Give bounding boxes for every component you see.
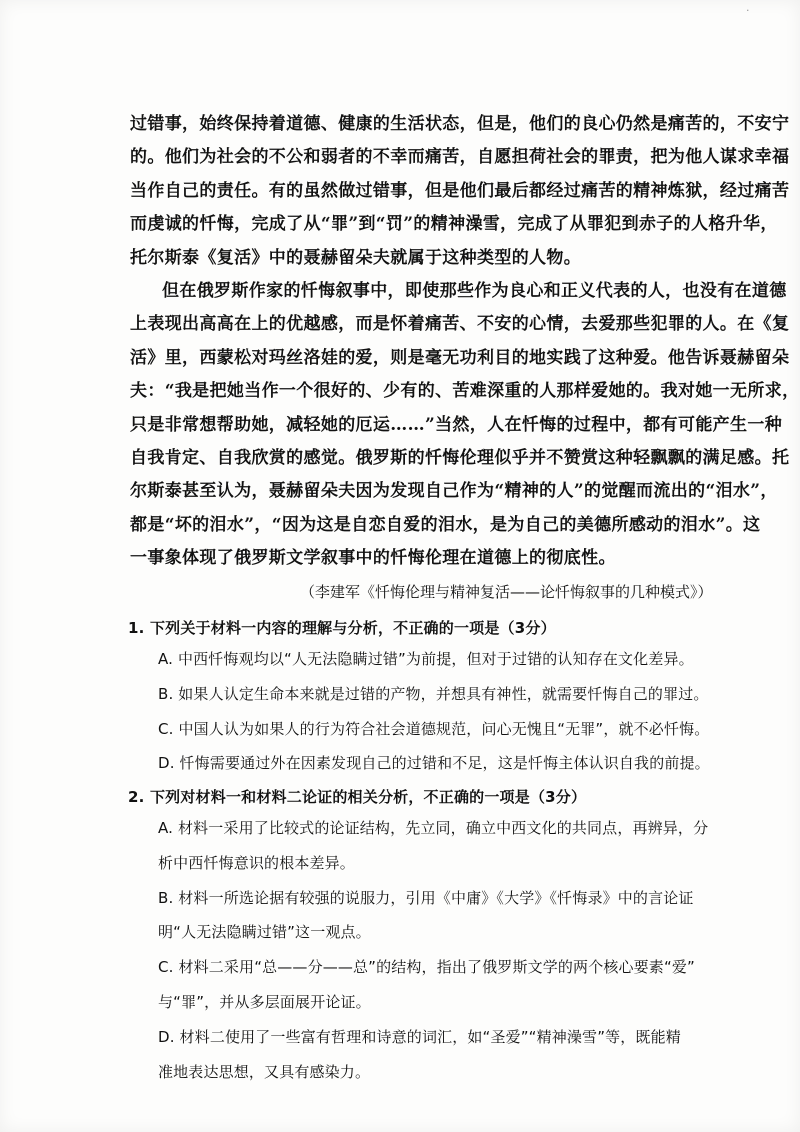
option-d: D. 忏悔需要通过外在因素发现自己的过错和不足，这是忏悔主体认识自我的前提。 <box>158 754 710 773</box>
passage-line: 托尔斯泰《复活》中的聂赫留朵夫就属于这种类型的人物。 <box>130 247 582 268</box>
question-2 <box>128 783 728 1089</box>
option-c-continued: 与“罪”，并从多层面展开论证。 <box>158 992 371 1011</box>
passage-line: 一事象体现了俄罗斯文学叙事中的忏悔伦理在道德上的彻底性。 <box>130 548 616 569</box>
passage-paragraph-2 <box>130 275 800 576</box>
option-d-continued: 准地表达思想，又具有感染力。 <box>158 1062 371 1081</box>
passage-line: 但在俄罗斯作家的忏悔叙事中，即使那些作为良心和正义代表的人，也没有在道德 <box>162 281 787 301</box>
option-b: B. 材料一所选论据有较强的说服力，引用《中庸》《大学》《忏悔录》中的言论证 <box>158 888 694 907</box>
question-1 <box>128 614 728 781</box>
passage-paragraph-1 <box>130 108 790 275</box>
passage-line: 夫：“我是把她当作一个很好的、少有的、苦难深重的人那样爱她的。我对她一无所求， <box>130 381 800 402</box>
passage-line: 只是非常想帮助她，减轻她的厄运……”当然，人在忏悔的过程中，都有可能产生一种 <box>130 414 783 435</box>
option-a-continued: 析中西忏悔意识的根本差异。 <box>158 853 355 872</box>
passage-line: 活》里，西蒙松对玛丝洛娃的爱，则是毫无功利目的地实践了这种爱。他告诉聂赫留朵 <box>130 347 790 368</box>
passage-line: 自我肯定、自我欣赏的感觉。俄罗斯的忏悔伦理似乎并不赞赏这种轻飘飘的满足感。托 <box>130 448 790 469</box>
question-stem: 1. 下列关于材料一内容的理解与分析，不正确的一项是（3分） <box>128 619 556 637</box>
scan-speck: · <box>746 4 750 17</box>
option-c: C. 材料二采用“总——分——总”的结构，指出了俄罗斯文学的两个核心要素“爱” <box>158 958 695 977</box>
option-a: A. 材料一采用了比较式的论证结构，先立同，确立中西文化的共同点，再辨异，分 <box>158 819 709 837</box>
passage-line: 上表现出高高在上的优越感，而是怀着痛苦、不安的心情，去爱那些犯罪的人。在《复 <box>130 314 790 335</box>
passage-line: 的。他们为社会的不公和弱者的不幸而痛苦，自愿担荷社会的罪责，把为他人谋求幸福 <box>130 147 790 168</box>
passage-line: 都是“坏的泪水”，“因为这是自恋自爱的泪水，是为自己的美德所感动的泪水”。这 <box>130 514 761 535</box>
passage-line: 当作自己的责任。有的虽然做过错事，但是他们最后都经过痛苦的精神炼狱，经过痛苦 <box>130 180 790 201</box>
option-c: C. 中国人认为如果人的行为符合社会道德规范，问心无愧且“无罪”，就不必忏悔。 <box>158 719 710 738</box>
question-stem: 2. 下列对材料一和材料二论证的相关分析，不正确的一项是（3分） <box>128 788 587 806</box>
option-b: B. 如果人认定生命本来就是过错的产物，并想具有神性，就需要忏悔自己的罪过。 <box>158 684 709 703</box>
passage-line: 过错事，始终保持着道德、健康的生活状态，但是，他们的良心仍然是痛苦的，不安宁 <box>130 114 790 134</box>
passage-line: 而虔诚的忏悔，完成了从“罪”到“罚”的精神澡雪，完成了从罪犯到赤子的人格升华， <box>130 214 778 235</box>
option-d: D. 材料二使用了一些富有哲理和诗意的词汇，如“圣爱”“精神澡雪”等，既能精 <box>158 1027 681 1046</box>
passage-line: 尔斯泰甚至认为，聂赫留朵夫因为发现自己作为“精神的人”的觉醒而流出的“泪水”， <box>130 481 778 502</box>
source-citation: （李建军《忏悔伦理与精神复活——论忏悔叙事的几种模式》） <box>300 583 713 601</box>
option-a: A. 中西忏悔观均以“人无法隐瞒过错”为前提，但对于过错的认知存在文化差异。 <box>158 650 694 668</box>
option-b-continued: 明“人无法隐瞒过错”这一观点。 <box>158 923 371 942</box>
